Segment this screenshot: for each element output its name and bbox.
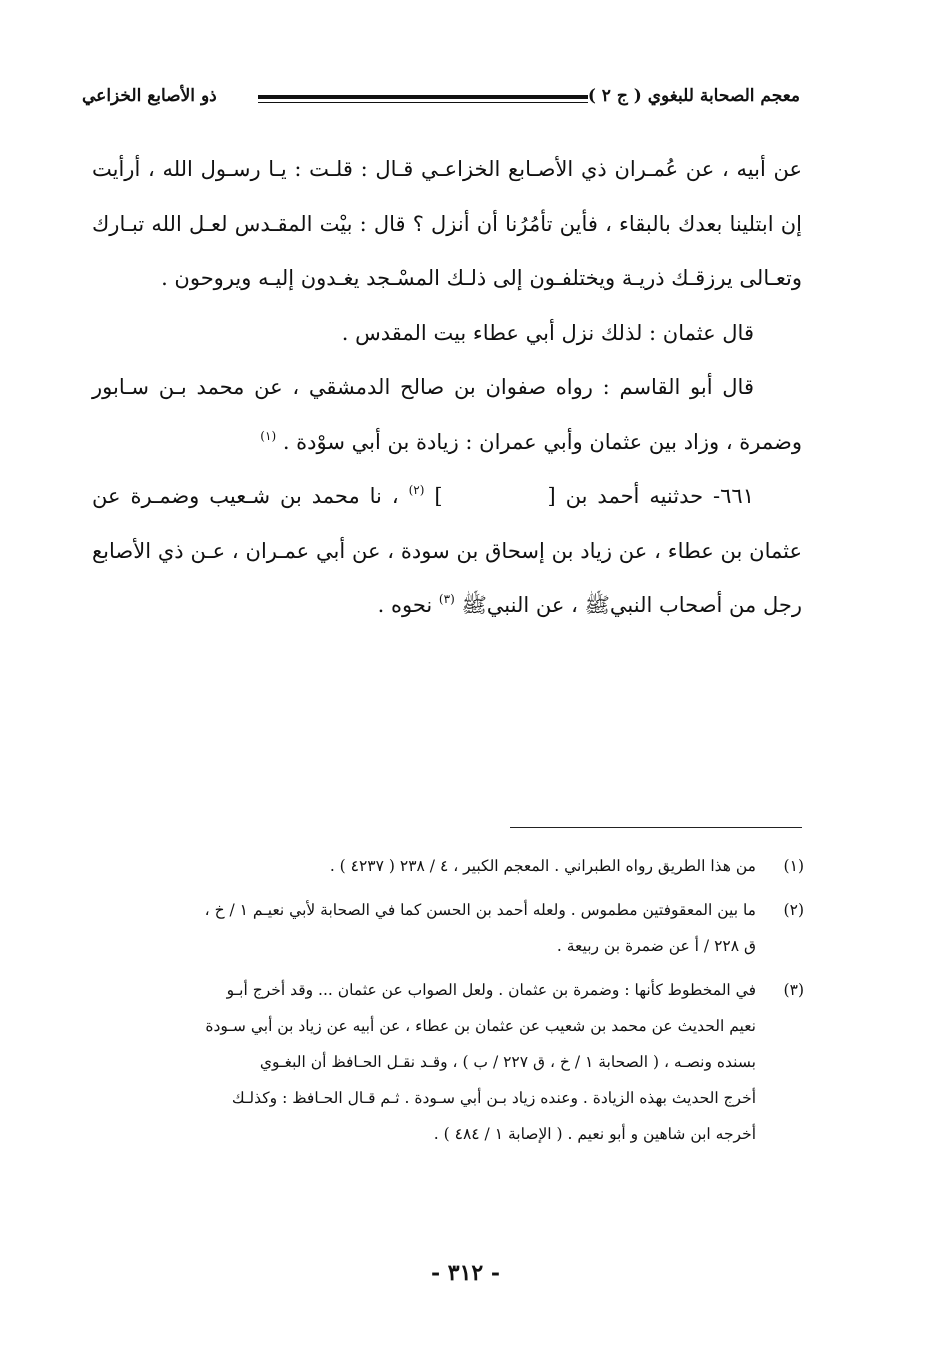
hadith-661-intro: ٦٦١- حدثنيه أحمد بن [: [547, 484, 754, 508]
hadith-661-end: نحوه .: [377, 593, 433, 617]
footnote-line: ما بين المعقوفتين مطموس . ولعله أحمد بن الحسن كما في الصحابة لأبي نعيـم ١ / خ ،: [204, 901, 756, 919]
hadith-661-text: ، نا محمد بن شـعيب وضمـرة عن عثمان بن عطاء ، عن زياد بن إسحاق بن سودة ، عن أبي عمـران ، عـن ذي الأصابع رجل من أصحاب النبيﷺ ، عن النبيﷺ: [92, 484, 802, 617]
footnote-line: بسنده ونصـه ، ( الصحابة ١ / خ ، ق ٢٢٧ / ب ) ، وقـد نقـل الحـافظ أن البغـوي: [259, 1053, 756, 1071]
hadith-661-bracket: ]: [434, 484, 443, 508]
paragraph-2: قال عثمان : لذلك نزل أبي عطاء بيت المقدس .: [341, 320, 754, 345]
main-text: [92, 142, 802, 633]
running-header: [82, 86, 800, 116]
book-title: معجم الصحابة للبغوي ( ج ٢ ): [587, 86, 800, 106]
footnote-3: [82, 972, 804, 1152]
footnote-line: من هذا الطريق رواه الطبراني . المعجم الكبير ، ٤ / ٢٣٨ ( ٤٢٣٧ ) .: [329, 857, 756, 875]
footnote-line: أخرج الحديث بهذه الزيادة . وعنده زياد بـن أبي سـودة . ثـم قـال الحـافظ : وكذلـك: [231, 1089, 756, 1107]
hadith-661: [92, 469, 802, 633]
footnote-line: ق ٢٢٨ / أ عن ضمرة بن ربيعة .: [556, 937, 756, 955]
footnote-line: في المخطوط كأنها : وضمرة بن عثمان . ولعل الصواب عن عثمان ... وقد أخرج أبـو: [226, 981, 756, 999]
footnote-line: نعيم الحديث عن محمد بن شعيب عن عثمان بن عطاء ، عن أبيه عن زياد بن أبي سـودة: [205, 1017, 756, 1035]
footnote-line: أخرجه ابن شاهين و أبو نعيم . ( الإصابة ١ / ٤٨٤ ) .: [433, 1125, 756, 1143]
footnote-1: [82, 848, 804, 884]
footnote-ref-3: (٣): [438, 592, 455, 606]
chapter-title: ذو الأصابع الخزاعي: [82, 86, 217, 106]
paragraph-1: عن أبيه ، عن عُمـران ذي الأصـابع الخزاعـي قـال : قلـت : يـا رسـول الله ، أرأيت إن ابتلينا بعدك بالبقاء ، فأين تأمُرُنا أن أنزل ؟ قال : بيْت المقـدس لعـل الله تبـارك وتعـالى يرزقـك ذريـة ويختلفـون إلى ذلـك المسْـجد يغـدون إليـه ويروحون .: [92, 157, 802, 290]
footnote-ref-1: (١): [260, 428, 277, 443]
footnote-number: (٢): [783, 901, 804, 919]
footnote-number: (١): [783, 857, 804, 875]
footnote-2: [82, 892, 804, 964]
page-number: - ٣١٢ -: [430, 1260, 501, 1286]
footnotes: [82, 848, 804, 1160]
paragraph-3-text: قال أبو القاسم : رواه صفوان بن صالح الدمشقي ، عن محمد بـن سـابور وضمرة ، وزاد بين عثمان وأبي عمران : زيادة بن أبي سوْدة .: [92, 375, 802, 454]
footnote-ref-2: (٢): [408, 483, 425, 497]
header-rule: [258, 95, 588, 103]
paragraph-3: [92, 360, 802, 469]
footnote-separator: [510, 827, 802, 828]
footnote-number: (٣): [783, 981, 804, 999]
